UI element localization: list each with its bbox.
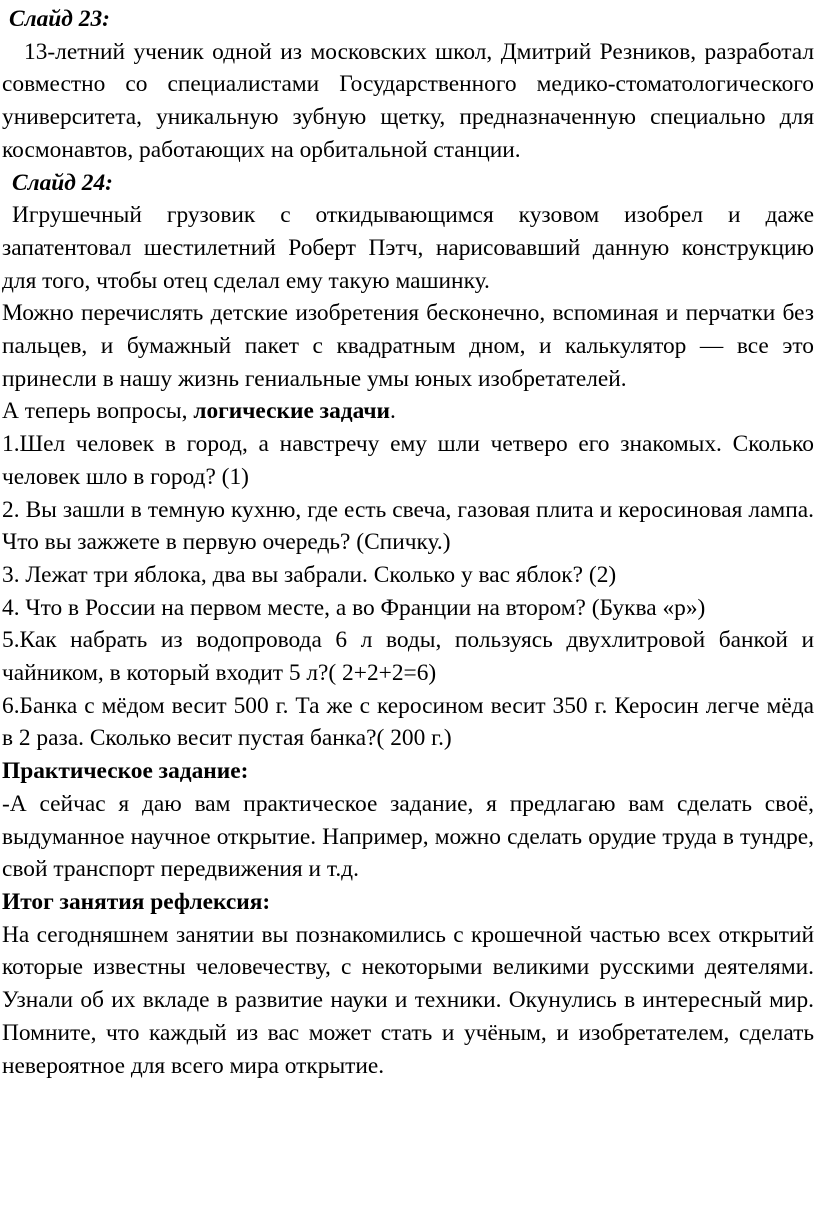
summary-heading: Итог занятия рефлексия: <box>2 888 271 915</box>
questions-intro <box>2 395 814 428</box>
summary-text: На сегодняшнем занятии вы познакомились с крошечной частью всех открытий которые известны человечеству, с некоторыми великими русскими деятелями. Узнали об их вкладе в развитие науки и техники. Окунулись в интересный мир. Помните, что каждый из вас может стать и учёным, и изобретателем, сделать невероятное для всего мира открытие. <box>2 921 814 1079</box>
document-page <box>2 3 814 1082</box>
question-2: 2. Вы зашли в темную кухню, где есть свеча, газовая плита и керосиновая лампа. Что вы зажжете в первую очередь? (Спичку.) <box>2 496 814 556</box>
practical-heading: Практическое задание: <box>2 758 249 785</box>
slide-23-heading: Слайд 23: <box>9 6 110 32</box>
question-5: 5.Как набрать из водопровода 6 л воды, пользуясь двухлитровой банкой и чайником, в который входит 5 л?( 2+2+2=6) <box>2 627 814 687</box>
question-4: 4. Что в России на первом месте, а во Франции на втором? (Буква «р») <box>2 594 706 621</box>
slide-23-text: 13-летний ученик одной из московских школ, Дмитрий Резников, разработал совместно со специалистами Государственного медико-стоматологического университета, уникальную зубную щетку, предназначенную специально для космонавтов, работающих на орбитальной станции. <box>2 38 814 163</box>
slide-24-heading: Слайд 24: <box>12 169 113 196</box>
question-3: 3. Лежат три яблока, два вы забрали. Сколько у вас яблок? (2) <box>2 561 617 588</box>
inventions-paragraph: Можно перечислять детские изобретения бесконечно, вспоминая и перчатки без пальцев, и бумажный пакет с квадратным дном, и калькулятор — все это принесли в нашу жизнь гениальные умы юных изобретателей. <box>2 300 814 392</box>
questions-intro-prefix: А теперь вопросы, <box>2 398 194 425</box>
questions-intro-bold: логические задачи <box>193 398 391 425</box>
practical-text: -А сейчас я даю вам практическое задание, я предлагаю вам сделать своё, выдуманное научное открытие. Например, можно сделать орудие труда в тундре, свой транспорт передвижения и т.д. <box>2 790 814 883</box>
questions-intro-suffix: . <box>390 398 396 425</box>
slide-24-text: Игрушечный грузовик с откидывающимся кузовом изобрел и даже запатентовал шестилетний Роберт Пэтч, нарисовавший данную конструкцию для того, чтобы отец сделал ему такую машинку. <box>2 202 814 294</box>
question-1: 1.Шел человек в город, а навстречу ему шли четверо его знакомых. Сколько человек шло в город? (1) <box>2 431 814 490</box>
question-6: 6.Банка с мёдом весит 500 г. Та же с керосином весит 350 г. Керосин легче мёда в 2 раза. Сколько весит пустая банка?( 200 г.) <box>2 692 814 752</box>
